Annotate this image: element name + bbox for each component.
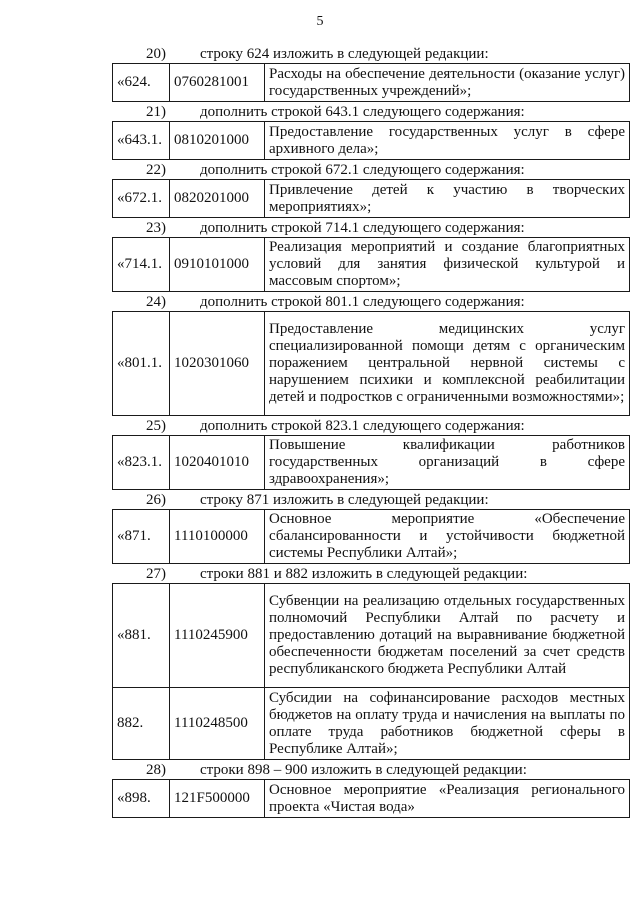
amendment-instruction [110,162,630,178]
instruction-text: дополнить строкой 801.1 следующего содержания: [200,294,525,310]
row-code: 1110100000 [170,510,265,564]
amendment-instruction [110,104,630,120]
row-number: «898. [113,780,170,818]
item-number: 22) [146,162,166,178]
item-number: 21) [146,104,166,120]
item-number: 23) [146,220,166,236]
row-text: Основное мероприятие «Обеспечение сбалансированности и устойчивости бюджетной системы Республики Алтай»; [265,510,630,564]
table-row [113,688,630,760]
instruction-text: дополнить строкой 714.1 следующего содержания: [200,220,525,236]
instruction-text: дополнить строкой 643.1 следующего содержания: [200,104,525,120]
row-text: Повышение квалификации работников государственных организаций в сфере здравоохранения»; [265,436,630,490]
row-code: 121F500000 [170,780,265,818]
document-body [110,45,630,820]
entry-table [112,583,630,760]
entry-table [112,179,630,218]
table-row [113,122,630,160]
amendment-instruction [110,294,630,310]
row-code: 1020401010 [170,436,265,490]
table-row [113,180,630,218]
row-text: Субсидии на софинансирование расходов местных бюджетов на оплату труда и начисления на выплаты по оплате труда работников бюджетной сферы в Республике Алтай»; [265,688,630,760]
instruction-text: строку 624 изложить в следующей редакции: [200,46,489,62]
entry-table [112,779,630,818]
row-number: «871. [113,510,170,564]
item-number: 27) [146,566,166,582]
row-code: 0910101000 [170,238,265,292]
instruction-text: дополнить строкой 672.1 следующего содержания: [200,162,525,178]
entry-table [112,237,630,292]
row-text: Расходы на обеспечение деятельности (оказание услуг) государственных учреждений»; [265,64,630,102]
amendment-instruction [110,220,630,236]
entry-table [112,311,630,416]
row-code: 1020301060 [170,312,265,416]
amendment-instruction [110,492,630,508]
amendment-instruction [110,566,630,582]
row-text: Предоставление государственных услуг в сфере архивного дела»; [265,122,630,160]
row-text: Привлечение детей к участию в творческих мероприятиях»; [265,180,630,218]
table-row [113,780,630,818]
amendment-instruction [110,418,630,434]
table-row [113,64,630,102]
row-text: Основное мероприятие «Реализация регионального проекта «Чистая вода» [265,780,630,818]
item-number: 26) [146,492,166,508]
instruction-text: строки 898 – 900 изложить в следующей редакции: [200,762,527,778]
instruction-text: строки 881 и 882 изложить в следующей редакции: [200,566,528,582]
row-text: Субвенции на реализацию отдельных государственных полномочий Республики Алтай по расчету и предоставлению дотаций на выравнивание бюджетной обеспеченности бюджетам поселений за счет средств республиканского бюджета Республики Алтай [265,584,630,688]
page-number: 5 [316,14,324,29]
instruction-text: строку 871 изложить в следующей редакции: [200,492,489,508]
entry-table [112,435,630,490]
instruction-text: дополнить строкой 823.1 следующего содержания: [200,418,525,434]
row-number: «624. [113,64,170,102]
entry-table [112,121,630,160]
table-row [113,436,630,490]
row-number: «643.1. [113,122,170,160]
row-number: «881. [113,584,170,688]
row-number: «801.1. [113,312,170,416]
table-row [113,312,630,416]
row-text: Предоставление медицинских услуг специализированной помощи детям с органическим поражением центральной нервной системы с нарушением психики и комплексной реабилитации детей и подростков с ограниченными возможностями»; [265,312,630,416]
entry-table [112,509,630,564]
amendment-instruction [110,762,630,778]
row-text: Реализация мероприятий и создание благоприятных условий для занятия физической культурой и массовым спортом»; [265,238,630,292]
table-row [113,238,630,292]
table-row [113,584,630,688]
amendment-instruction [110,46,630,62]
item-number: 25) [146,418,166,434]
row-number: «714.1. [113,238,170,292]
item-number: 20) [146,46,166,62]
entry-table [112,63,630,102]
item-number: 28) [146,762,166,778]
row-number: «672.1. [113,180,170,218]
row-code: 1110245900 [170,584,265,688]
item-number: 24) [146,294,166,310]
row-code: 0760281001 [170,64,265,102]
row-code: 0820201000 [170,180,265,218]
row-number: 882. [113,688,170,760]
row-code: 0810201000 [170,122,265,160]
row-code: 1110248500 [170,688,265,760]
row-number: «823.1. [113,436,170,490]
table-row [113,510,630,564]
